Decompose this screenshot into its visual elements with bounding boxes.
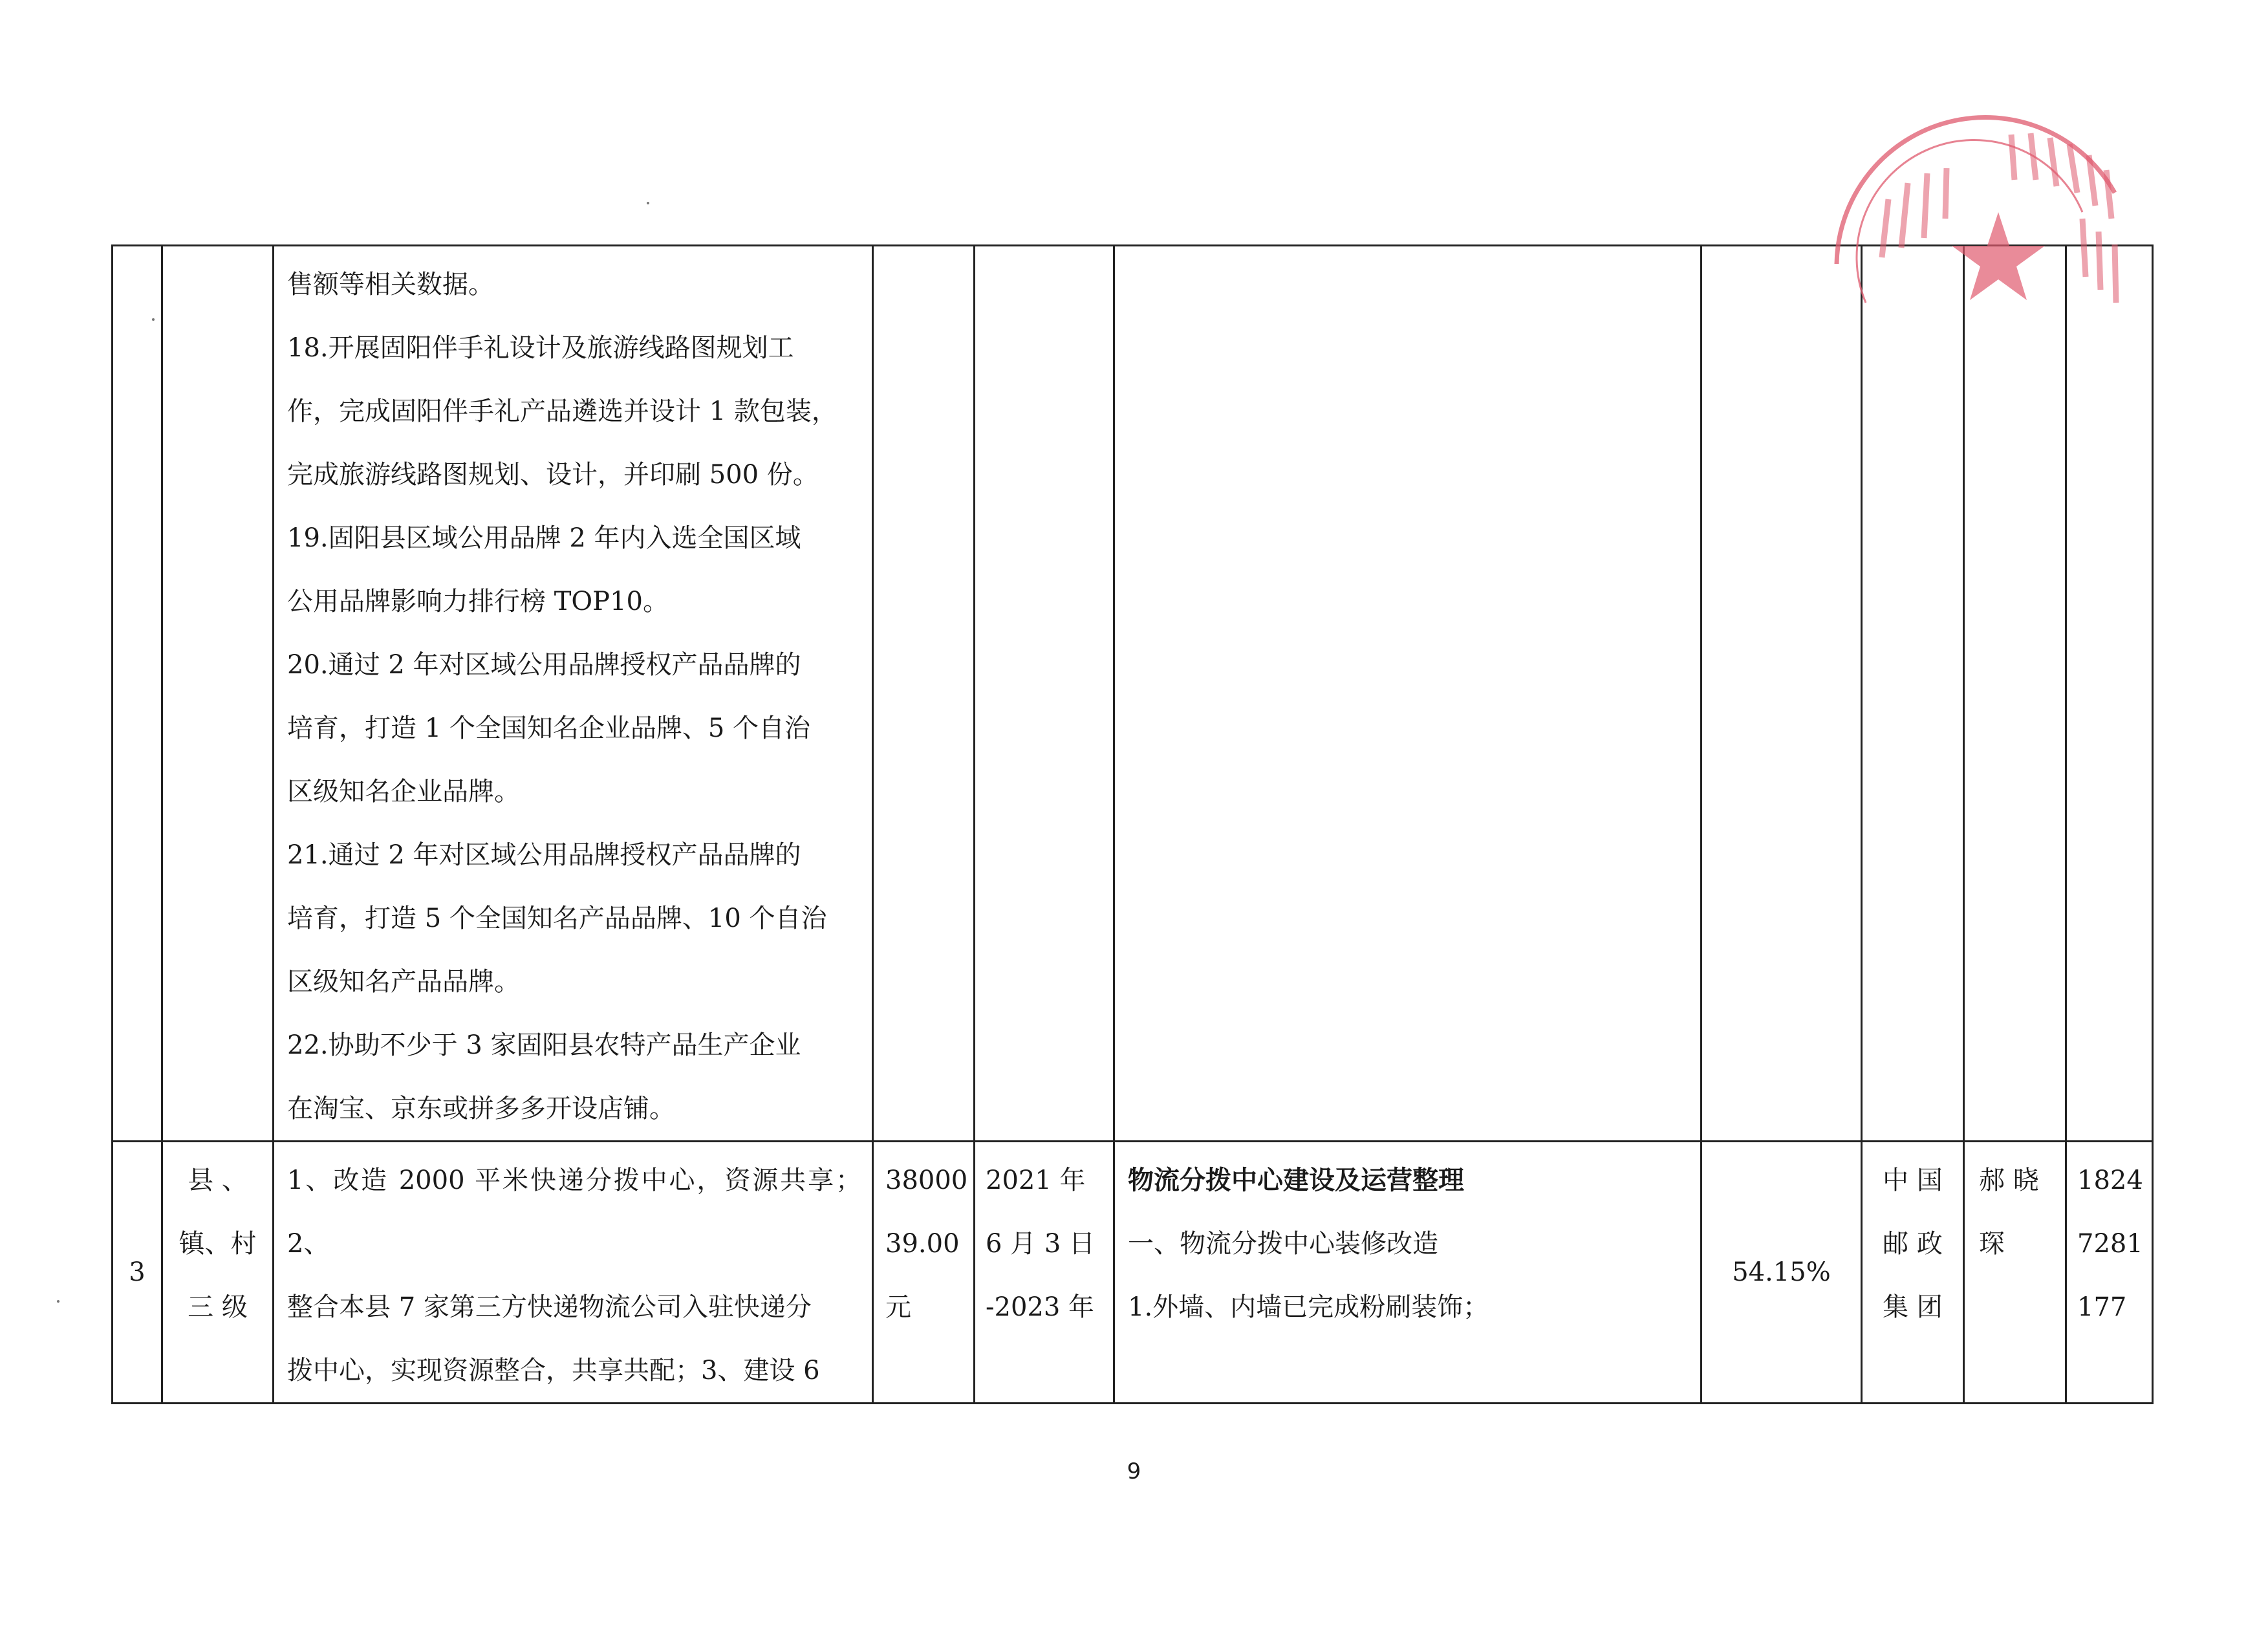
phone-line: 177: [2077, 1292, 2127, 1322]
person-line: 琛: [1979, 1229, 2005, 1259]
period-line: 2021 年: [986, 1166, 1086, 1195]
cell-person: [1964, 1142, 2066, 1404]
cell-progress: [1114, 246, 1701, 1142]
content-line: 完成旅游线路图规划、设计，并印刷 500 份。: [287, 460, 819, 490]
table-row: [113, 1142, 2153, 1404]
completion-percent: 54.15%: [1732, 1257, 1831, 1287]
progress-line: 1.外墙、内墙已完成粉刷装饰；: [1128, 1292, 1489, 1322]
scan-speck: [152, 318, 155, 321]
cell-percent: [1701, 1142, 1862, 1404]
row-index: 3: [129, 1257, 146, 1287]
phone-line: 7281: [2077, 1229, 2143, 1259]
name-line: 镇、村: [178, 1229, 257, 1259]
content-line: 拨中心，实现资源整合，共享共配；3、建设 6: [287, 1356, 820, 1385]
name-line: 三 级: [188, 1292, 248, 1322]
amount-line: 39.00: [885, 1229, 960, 1259]
cell-index: [113, 246, 162, 1142]
red-star-seal-icon: [1791, 109, 2154, 419]
content-line: 培育，打造 1 个全国知名企业品牌、5 个自治: [287, 713, 811, 743]
cell-period: [975, 246, 1114, 1142]
content-line: 18.开展固阳伴手礼设计及旅游线路图规划工: [287, 333, 794, 363]
period-line: -2023 年: [986, 1292, 1095, 1322]
content-line: 公用品牌影响力排行榜 TOP10。: [287, 587, 669, 616]
cell-amount: [873, 1142, 975, 1404]
cell-phone: [2066, 1142, 2153, 1404]
content-line: 1、改造 2000 平米快递分拨中心，资源共享；2、: [287, 1166, 861, 1259]
cell-name: [162, 1142, 274, 1404]
org-line: 邮 政: [1883, 1229, 1943, 1259]
cell-org: [1862, 1142, 1964, 1404]
scan-speck: [57, 1300, 59, 1303]
page-number: 9: [1127, 1459, 1141, 1484]
org-line: 中 国: [1883, 1166, 1943, 1195]
progress-line: 一、物流分拨中心装修改造: [1128, 1229, 1438, 1259]
content-line: 培育，打造 5 个全国知名产品品牌、10 个自治: [287, 904, 827, 933]
progress-title: 物流分拨中心建设及运营整理: [1128, 1166, 1464, 1195]
content-line: 整合本县 7 家第三方快递物流公司入驻快递分: [287, 1292, 812, 1322]
content-line: 作，完成固阳伴手礼产品遴选并设计 1 款包装，: [287, 396, 837, 426]
name-line: 县 、: [188, 1166, 248, 1195]
amount-line: 38000: [885, 1166, 968, 1195]
content-line: 22.协助不少于 3 家固阳县农特产品生产企业: [287, 1030, 801, 1060]
cell-name: [162, 246, 274, 1142]
cell-progress: [1114, 1142, 1701, 1404]
content-line: 在淘宝、京东或拼多多开设店铺。: [287, 1094, 675, 1124]
content-line: 19.固阳县区域公用品牌 2 年内入选全国区域: [287, 523, 801, 553]
content-line: 21.通过 2 年对区域公用品牌授权产品品牌的: [287, 840, 801, 870]
content-line: 20.通过 2 年对区域公用品牌授权产品品牌的: [287, 650, 801, 680]
cell-content: [274, 246, 873, 1142]
period-line: 6 月 3 日: [986, 1229, 1096, 1259]
amount-line: 元: [885, 1292, 911, 1322]
cell-content: [274, 1142, 873, 1404]
scan-speck: [647, 202, 649, 204]
cell-index: [113, 1142, 162, 1404]
content-line: 区级知名产品品牌。: [287, 967, 520, 997]
content-line: 售额等相关数据。: [287, 270, 494, 299]
cell-amount: [873, 246, 975, 1142]
cell-period: [975, 1142, 1114, 1404]
org-line: 集 团: [1883, 1292, 1943, 1322]
content-line: 区级知名企业品牌。: [287, 777, 520, 807]
person-line: 郝 晓: [1979, 1166, 2039, 1195]
phone-line: 1824: [2077, 1166, 2143, 1195]
